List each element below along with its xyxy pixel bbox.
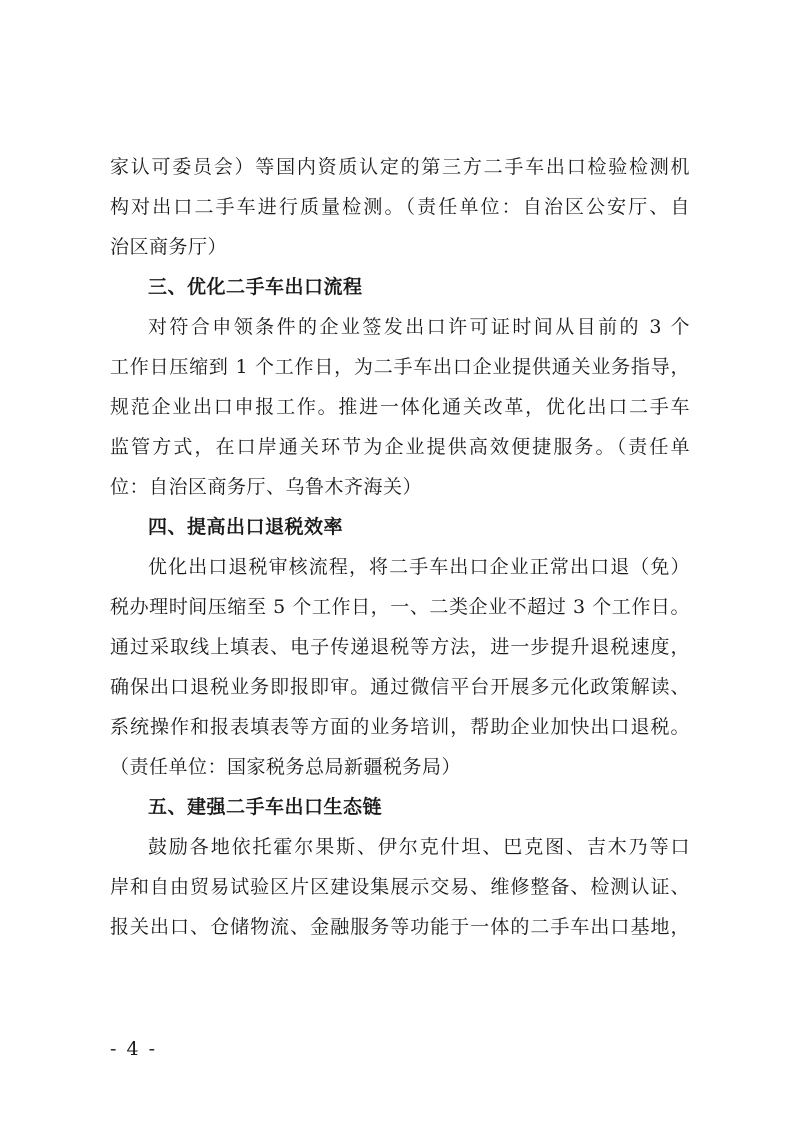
text-line: 对符合申领条件的企业签发出口许可证时间从目前的 3 个 (148, 316, 690, 338)
text-line: 系统操作和报表填表等方面的业务培训，帮助企业加快出口退税。 (110, 716, 690, 738)
text-line: 位：自治区商务厅、乌鲁木齐海关） (110, 476, 423, 498)
text-line: 岸和自由贸易试验区片区建设集展示交易、维修整备、检测认证、 (110, 876, 690, 898)
page-number: - 4 - (110, 1038, 158, 1060)
section-heading-3: 三、优化二手车出口流程 (148, 276, 363, 298)
text-line: 构对出口二手车进行质量检测。（责任单位：自治区公安厅、自 (110, 196, 690, 218)
text-line: 优化出口退税审核流程，将二手车出口企业正常出口退（免） (148, 556, 690, 578)
text-line: 家认可委员会）等国内资质认定的第三方二手车出口检验检测机 (110, 156, 690, 178)
section-heading-5: 五、建强二手车出口生态链 (148, 796, 383, 818)
document-body (110, 147, 690, 947)
section-heading-4: 四、提高出口退税效率 (148, 516, 344, 538)
text-line: 鼓励各地依托霍尔果斯、伊尔克什坦、巴克图、吉木乃等口 (148, 836, 690, 858)
text-line: 规范企业出口申报工作。推进一体化通关改革，优化出口二手车 (110, 396, 690, 418)
text-line: 报关出口、仓储物流、金融服务等功能于一体的二手车出口基地， (110, 916, 690, 938)
text-line: 确保出口退税业务即报即审。通过微信平台开展多元化政策解读、 (110, 676, 690, 698)
text-line: 工作日压缩到 1 个工作日，为二手车出口企业提供通关业务指导， (110, 356, 690, 378)
text-line: 监管方式，在口岸通关环节为企业提供高效便捷服务。（责任单 (110, 436, 690, 458)
text-line: 税办理时间压缩至 5 个工作日，一、二类企业不超过 3 个工作日。 (110, 596, 690, 618)
text-line: 通过采取线上填表、电子传递退税等方法，进一步提升退税速度， (110, 636, 690, 658)
text-line: （责任单位：国家税务总局新疆税务局） (110, 756, 462, 778)
text-line: 治区商务厅） (110, 236, 228, 258)
